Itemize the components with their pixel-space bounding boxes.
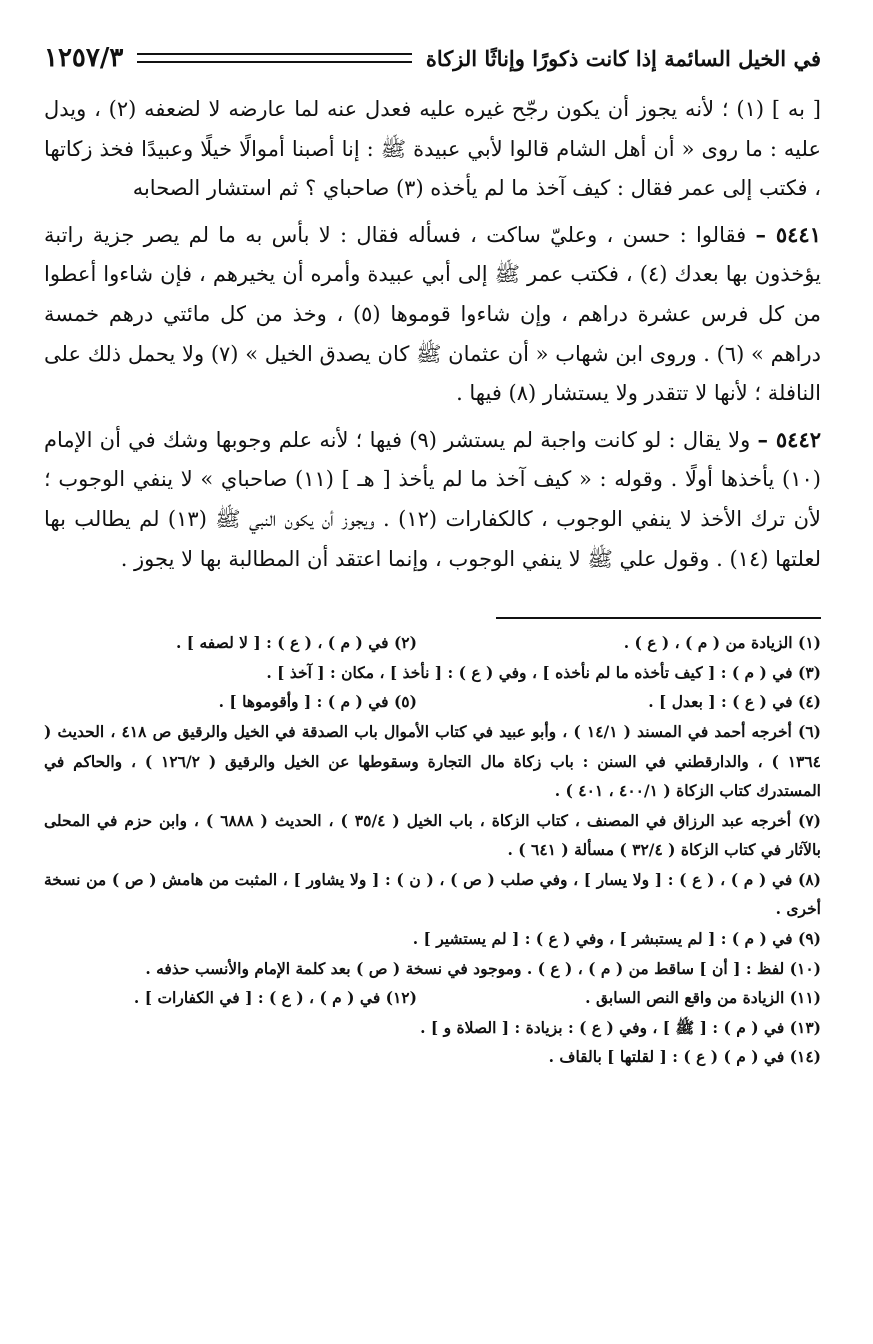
footnote: (٣) في ( م ) : [ كيف تأخذه ما لم نأخذه ] ، وفي ( ع ) : [ نأخذ ] ، مكان : [ آخذ ] . [266, 662, 821, 682]
footnote: (٥) في ( م ) : [ وأقوموها ] . [218, 692, 417, 712]
footnote: (٨) في ( م ) ، ( ع ) : [ ولا يسار ] ، وفي صلب ( ص ) ، ( ن ) : [ ولا يشاور ] ، المثبت من هامش ( ص ) من نسخة أخرى . [44, 869, 821, 919]
page-number: ١٢٥٧/٣ [44, 43, 124, 73]
footnote: (٤) في ( ع ) : [ بعدل ] . [648, 692, 821, 712]
footnote-row [44, 983, 821, 1013]
footnote: (١) الزيادة من ( م ) ، ( ع ) . [623, 633, 821, 653]
book-page [44, 36, 821, 1072]
footnote: (٧) أخرجه عبد الرزاق في المصنف ، كتاب الزكاة ، باب الخيل ( ٣٥/٤ ) ، الحديث ( ٦٨٨٨ ) ، وابن حزم في المحلى بالآثار في كتاب الزكاة ( ٣٢/٤ ) مسألة ( ٦٤١ ) . [44, 810, 822, 860]
footnote: (٩) في ( م ) : [ لم يستبشر ] ، وفي ( ع ) : [ لم يستشير ] . [412, 929, 821, 949]
running-title: في الخيل السائمة إذا كانت ذكورًا وإناثًا الزكاة [425, 45, 821, 71]
paragraph-text: فقالوا : حسن ، وعليّ ساكت ، فسأله فقال : لا بأس به ما لم يصر جزية راتبة يؤخذون بها بعدك (٤) ، فكتب عمر ﷺ إلى أبي عبيدة وأمره أن يخيرهم ، فإن شاءوا أعطوا من كل فرس عشرة دراهم ، وإن شاءوا قوموها (٥) ، وخذ من كل مائتي درهم خمسة دراهم » (٦) . وروى ابن شهاب « أن عثمان ﷺ كان يصدق الخيل » (٧) ولا يحمل ذلك على النافلة ؛ لأنها لا تتقدر ولا يستشار (٨) فيها . [44, 222, 822, 406]
footnote-row [44, 628, 821, 658]
footnote: (١٢) في ( م ) ، ( ع ) : [ في الكفارات ] . [133, 988, 417, 1008]
paragraph [44, 215, 821, 414]
paragraph-number: ٥٤٤٢ – [757, 426, 822, 452]
footnote-separator [496, 617, 821, 619]
footnote: (١٠) لفظ : [ أن ] ساقط من ( م ) ، ( ع ) . وموجود في نسخة ( ص ) بعد كلمة الإمام والأنسب حذفه . [145, 958, 821, 978]
running-header [44, 36, 821, 80]
footnote: (١٤) في ( م ) ( ع ) : [ لقلتها ] بالقاف . [548, 1047, 821, 1067]
footnote: (٦) أخرجه أحمد في المسند ( ١٤/١ ) ، وأبو عبيد في كتاب الأموال باب الصدقة في الخيل والرقيق ص ٤١٨ ، الحديث ( ١٣٦٤ ) ، والدارقطني في السنن : باب زكاة مال التجارة وسقوطها عن الخيل والرقيق ( ١٢٦/٢ ) ، والحاكم في المستدرك كتاب الزكاة ( ٤٠٠/١ ، ٤٠١ ) . [44, 721, 821, 801]
paragraph-text: ولا يقال : لو كانت واجبة لم يستشر (٩) فيها ؛ لأنه علم وجوبها وشك في أن الإمام (١٠) يأخذها أولًا . وقوله : « كيف آخذ ما لم يأخذ [ هـ ] (١١) صاحباي » لا ينفي الوجوب ؛ لأن ترك الأخذ لا ينفي الوجوب ، كالكفارات (١٢) . ويجوز أن يكون النبي ﷺ (١٣) لم يطالب بها لعلتها (١٤) . وقول علي ﷺ لا ينفي الوجوب ، وإنما اعتقد أن المطالبة بها لا يجوز . [44, 427, 821, 571]
paragraph [44, 420, 821, 579]
header-double-rule [137, 53, 412, 63]
footnote: (٢) في ( م ) ، ( ع ) : [ لا لصفه ] . [175, 633, 417, 653]
footnote: (١١) الزيادة من واقع النص السابق . [585, 988, 821, 1008]
paragraph-text: [ به ] (١) ؛ لأنه يجوز أن يكون رجّح غيره عليه فعدل عنه لما عارضه لا لضعفه (٢) ، ويدل عليه : ما روى « أن أهل الشام قالوا لأبي عبيدة ﷺ : إنا أصبنا أموالًا خيلًا وعبيدًا فخذ زكاتها ، فكتب إلى عمر فقال : كيف آخذ ما لم يأخذه (٣) صاحباي ؟ ثم استشار الصحابه [44, 97, 821, 201]
footnote-row [44, 687, 821, 717]
footnote: (١٣) في ( م ) : [ ﷺ ] ، وفي ( ع ) : بزيادة : [ الصلاة و ] . [420, 1017, 821, 1037]
paragraph-number: ٥٤٤١ – [755, 221, 821, 247]
main-text [44, 90, 821, 579]
paragraph [44, 90, 821, 209]
footnotes [44, 628, 821, 1072]
